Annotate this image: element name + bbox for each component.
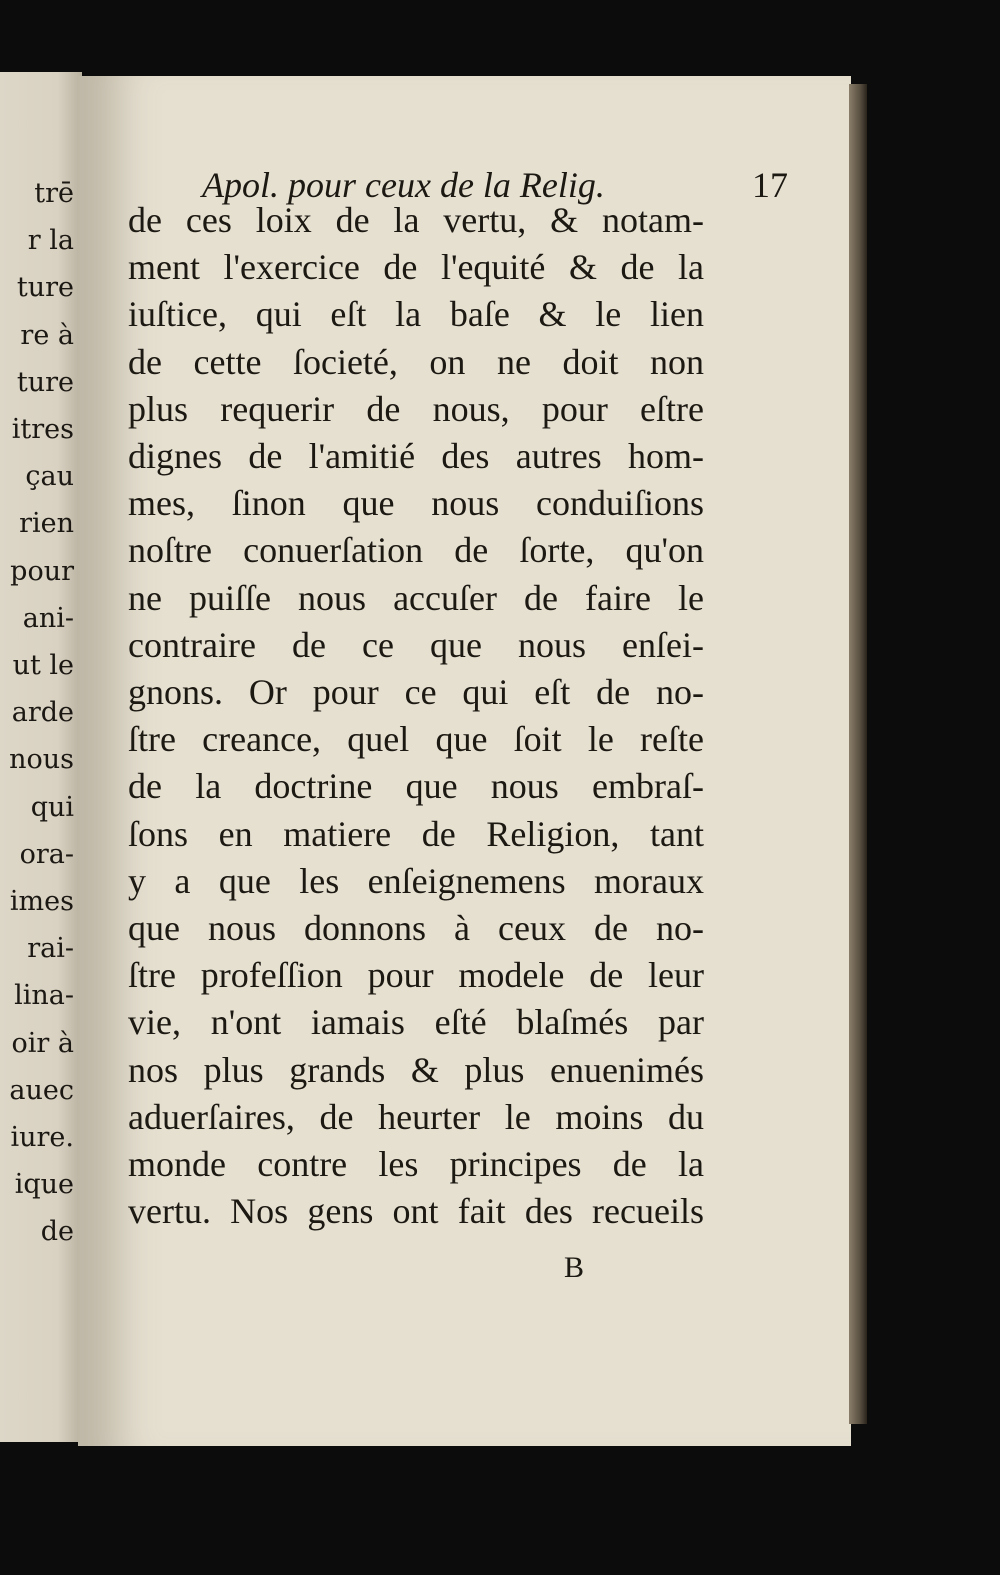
running-title: Apol. pour ceux de la Relig. <box>202 165 605 205</box>
text-line: y a que les enſeignemens moraux <box>128 860 704 901</box>
left-page-fragment: auec <box>9 1074 74 1106</box>
left-page-fragment: ique <box>14 1169 74 1201</box>
text-line: noſtre conuerſation de ſorte, qu'on <box>128 530 704 571</box>
text-line: mes, ſinon que nous conduiſions <box>128 483 704 524</box>
text-line: monde contre les principes de la <box>128 1144 704 1184</box>
left-page-fragment: lina- <box>14 980 74 1012</box>
left-page-fragment: ture <box>16 272 74 304</box>
left-page-fragment: itres <box>11 414 74 445</box>
page-edge <box>849 84 867 1424</box>
left-page-fragment: ut le <box>12 650 74 681</box>
text-line: contraire de ce que nous enſei- <box>128 624 704 665</box>
left-page-fragment: rien <box>19 508 74 540</box>
text-line: ſtre creance, quel que ſoit le reſte <box>128 719 704 760</box>
left-page-fragment: pour <box>10 555 74 587</box>
text-line: dignes de l'amitié des autres hom- <box>128 436 704 476</box>
text-line: nos plus grands & plus enuenimés <box>128 1049 704 1090</box>
left-page-fragment: ani- <box>22 602 74 634</box>
left-page-fragment: de <box>40 1216 74 1248</box>
text-line: de la doctrine que nous embraſ- <box>128 766 704 807</box>
left-page-fragment: çau <box>25 461 74 493</box>
left-page-fragment: ture <box>16 366 74 398</box>
left-page-fragment: r la <box>27 225 74 257</box>
text-line: de cette ſocieté, on ne doit non <box>128 341 704 382</box>
text-line: que nous donnons à ceux de no- <box>128 908 704 948</box>
left-page-fragment: trē <box>34 178 74 209</box>
page-content <box>78 76 851 1446</box>
signature-mark: B <box>564 1251 585 1284</box>
left-page-fragment: oir à <box>11 1027 74 1059</box>
text-line: vie, n'ont iamais eſté blaſmés par <box>128 1002 704 1043</box>
page-number: 17 <box>752 165 788 205</box>
text-line: gnons. Or pour ce qui eſt de no- <box>128 672 704 712</box>
left-page-fragment: nous <box>9 744 74 776</box>
left-page-fragment: arde <box>11 697 74 729</box>
left-page-fragment: imes <box>9 886 74 917</box>
left-page-fragment: rai- <box>27 933 74 965</box>
text-line: plus requerir de nous, pour eſtre <box>128 388 704 429</box>
text-line: ment l'exercice de l'equité & de la <box>128 247 704 288</box>
text-line: aduerſaires, de heurter le moins du <box>128 1096 704 1137</box>
text-line: ne puiſſe nous accuſer de faire le <box>128 577 704 618</box>
text-line: iuſtice, qui eſt la baſe & le lien <box>128 294 704 335</box>
text-line: vertu. Nos gens ont fait des recueils <box>128 1191 704 1232</box>
text-line: de ces loix de la vertu, & notam- <box>128 200 704 240</box>
text-line: ſtre profeſſion pour modele de leur <box>128 955 704 996</box>
left-page-fragment: qui <box>30 791 74 823</box>
left-page <box>0 72 82 1442</box>
left-page-fragment: re à <box>20 319 74 351</box>
left-page-fragment: iure. <box>10 1122 74 1153</box>
text-line: ſons en matiere de Religion, tant <box>128 813 704 854</box>
left-page-fragment: ora- <box>19 838 74 870</box>
